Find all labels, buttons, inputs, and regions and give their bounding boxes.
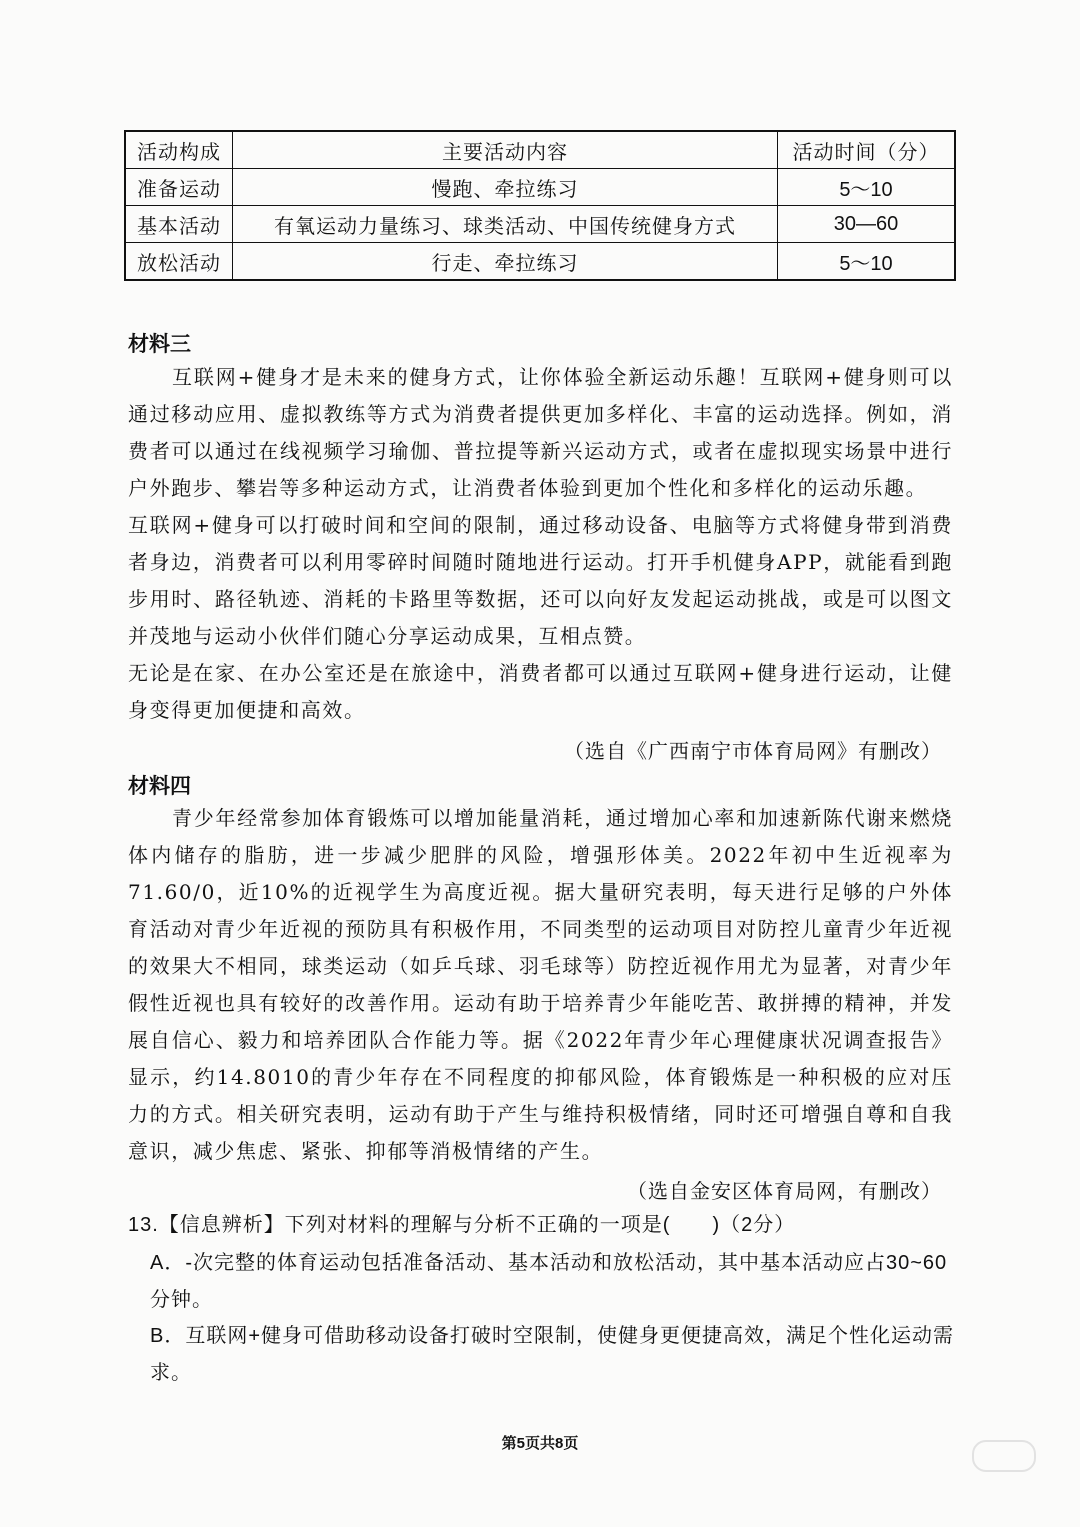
table-header-cell: 活动时间（分） [778,131,956,169]
watermark-logo-icon [972,1440,1036,1472]
question-stem: 13.【信息辨析】下列对材料的理解与分析不正确的一项是( )（2分） [128,1214,796,1236]
material3-paragraph-3: 无论是在家、在办公室还是在旅途中，消费者都可以通过互联网+健身进行运动，让健身变得更加便捷和高效。 [128,661,953,722]
option-a: A．-次完整的体育运动包括准备活动、基本活动和放松活动，其中基本活动应占30~60分钟。 [150,1252,948,1311]
table-cell: 行走、牵拉练习 [233,243,778,281]
table-cell: 5～10 [778,243,956,281]
material4-title: 材料四 [128,774,191,798]
material4-source: （选自金安区体育局网，有删改） [627,1181,942,1203]
table-cell: 放松活动 [125,243,233,281]
table-cell: 基本活动 [125,206,233,243]
table-row [125,243,955,281]
material3-paragraph-2: 互联网+健身可以打破时间和空间的限制，通过移动设备、电脑等方式将健身带到消费者身边，消费者可以利用零碎时间随时随地进行运动。打开手机健身APP，就能看到跑步用时、路径轨迹、消耗的卡路里等数据，还可以向好友发起运动挑战，或是可以图文并茂地与运动小伙伴们随心分享运动成果，互相点赞。 [128,513,953,648]
material3-paragraph-1: 互联网+健身才是未来的健身方式，让你体验全新运动乐趣！互联网+健身则可以通过移动应用、虚拟教练等方式为消费者提供更加多样化、丰富的运动选择。例如，消费者可以通过在线视频学习瑜伽、普拉提等新兴运动方式，或者在虚拟现实场景中进行户外跑步、攀岩等多种运动方式，让消费者体验到更加个性化和多样化的运动乐趣。 [128,365,953,500]
table-cell: 30—60 [778,206,956,243]
table-cell: 有氧运动力量练习、球类活动、中国传统健身方式 [233,206,778,243]
activity-table [124,130,956,281]
table-row [125,169,955,206]
page-footer: 第5页共8页 [501,1435,579,1452]
material3-title: 材料三 [128,332,191,356]
table-cell: 5～10 [778,169,956,206]
material3-source: （选自《广西南宁市体育局网》有删改） [564,741,942,763]
table-header-cell: 活动构成 [125,131,233,169]
table-header-row [125,131,955,169]
option-b: B．互联网+健身可借助移动设备打破时空限制，使健身更便捷高效，满足个性化运动需求。 [150,1325,955,1384]
table-cell: 准备运动 [125,169,233,206]
material4-paragraph: 青少年经常参加体育锻炼可以增加能量消耗，通过增加心率和加速新陈代谢来燃烧体内储存的脂肪，进一步减少肥胖的风险，增强形体美。2022年初中生近视率为71.60/0，近10%的近视学生为高度近视。据大量研究表明，每天进行足够的户外体育活动对青少年近视的预防具有积极作用，不同类型的运动项目对防控儿童青少年近视的效果大不相同，球类运动（如乒乓球、羽毛球等）防控近视作用尤为显著，对青少年假性近视也具有较好的改善作用。运动有助于培养青少年能吃苦、敢拼搏的精神，并发展自信心、毅力和培养团队合作能力等。据《2022年青少年心理健康状况调查报告》显示，约14.8010的青少年存在不同程度的抑郁风险，体育锻炼是一种积极的应对压力的方式。相关研究表明，运动有助于产生与维持积极情绪，同时还可增强自尊和自我意识，减少焦虑、紧张、抑郁等消极情绪的产生。 [128,806,953,1163]
table-cell: 慢跑、牵拉练习 [233,169,778,206]
table-row [125,206,955,243]
table-header-cell: 主要活动内容 [233,131,778,169]
